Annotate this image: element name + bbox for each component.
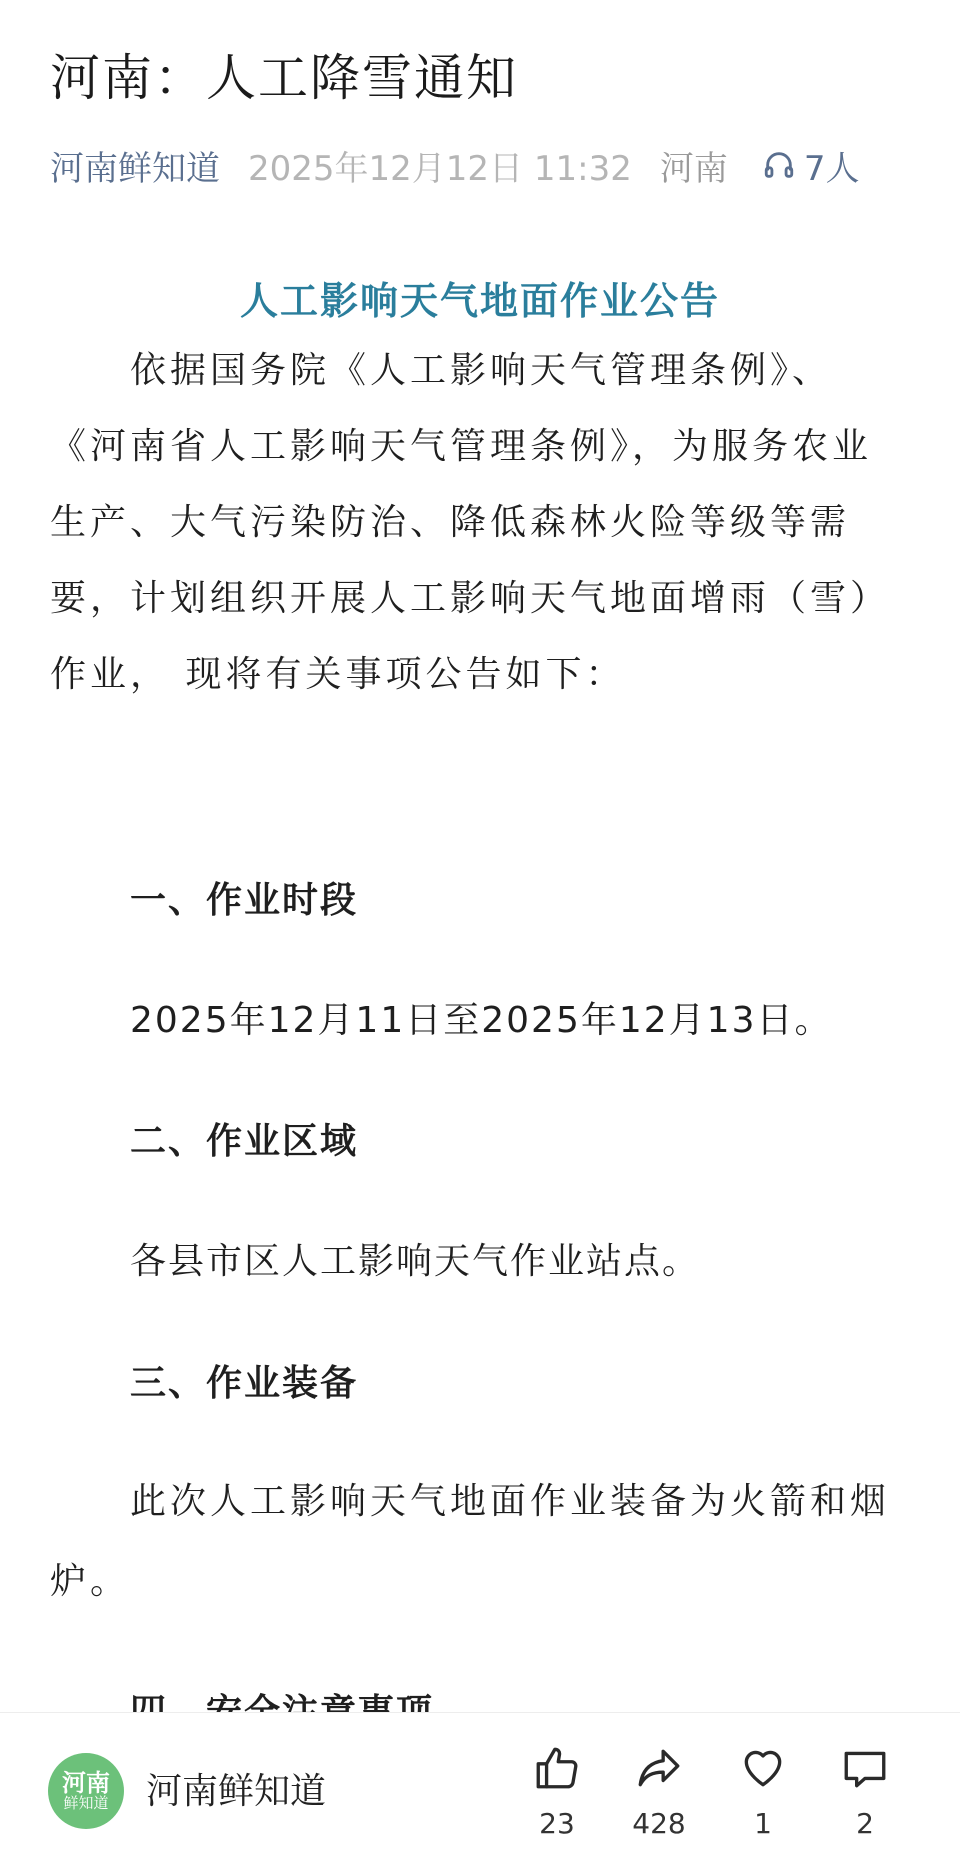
region-label: 河南 xyxy=(659,148,728,189)
notice-heading: 人工影响天气地面作业公告 xyxy=(239,279,720,323)
article-title: 河南：人工降雪通知 xyxy=(50,49,518,107)
share-count: 428 xyxy=(632,1807,686,1840)
favorite-count: 1 xyxy=(754,1807,772,1840)
like-count: 23 xyxy=(539,1807,575,1840)
intro-line-2: 《河南省人工影响天气管理条例》，为服务农业 xyxy=(50,426,873,467)
account-name[interactable]: 河南鲜知道 xyxy=(146,1771,327,1812)
avatar-line-1: 河南 xyxy=(62,1768,110,1797)
section-3-heading: 三、作业装备 xyxy=(130,1363,359,1404)
comment-count: 2 xyxy=(856,1807,874,1840)
heart-icon xyxy=(738,1743,788,1793)
publish-date: 2025年12月12日 11:32 xyxy=(248,148,632,189)
section-2-heading: 二、作业区域 xyxy=(130,1121,359,1162)
source-link[interactable]: 河南鲜知道 xyxy=(50,148,220,189)
section-3-line-1: 此次人工影响天气地面作业装备为火箭和烟 xyxy=(130,1481,891,1522)
section-1-heading: 一、作业时段 xyxy=(130,880,359,921)
like-button[interactable] xyxy=(512,1743,602,1840)
section-2-text: 各县市区人工影响天气作业站点。 xyxy=(130,1241,701,1282)
listener-count: 7人 xyxy=(803,148,860,189)
comment-bubble-icon xyxy=(840,1743,890,1793)
listen-button[interactable] xyxy=(762,141,860,190)
intro-line-4: 要，计划组织开展人工影响天气地面增雨（雪） xyxy=(50,578,891,619)
avatar-line-2: 鲜知道 xyxy=(63,1793,109,1812)
section-1-text: 2025年12月11日至2025年12月13日。 xyxy=(130,1000,833,1041)
account-avatar[interactable] xyxy=(48,1753,124,1829)
thumbs-up-icon xyxy=(532,1743,582,1793)
comment-button[interactable] xyxy=(820,1743,910,1840)
intro-line-5: 作业， 现将有关事项公告如下： xyxy=(50,654,626,695)
intro-line-1: 依据国务院《人工影响天气管理条例》、 xyxy=(130,350,833,391)
share-button[interactable] xyxy=(614,1743,704,1840)
article-meta xyxy=(50,140,860,190)
share-arrow-icon xyxy=(634,1743,684,1793)
headphones-icon xyxy=(762,148,796,182)
section-3-line-2: 炉。 xyxy=(50,1561,131,1602)
intro-line-3: 生产、大气污染防治、降低森林火险等级等需 xyxy=(50,502,851,543)
bottom-action-bar xyxy=(0,1712,960,1863)
favorite-button[interactable] xyxy=(718,1743,808,1840)
